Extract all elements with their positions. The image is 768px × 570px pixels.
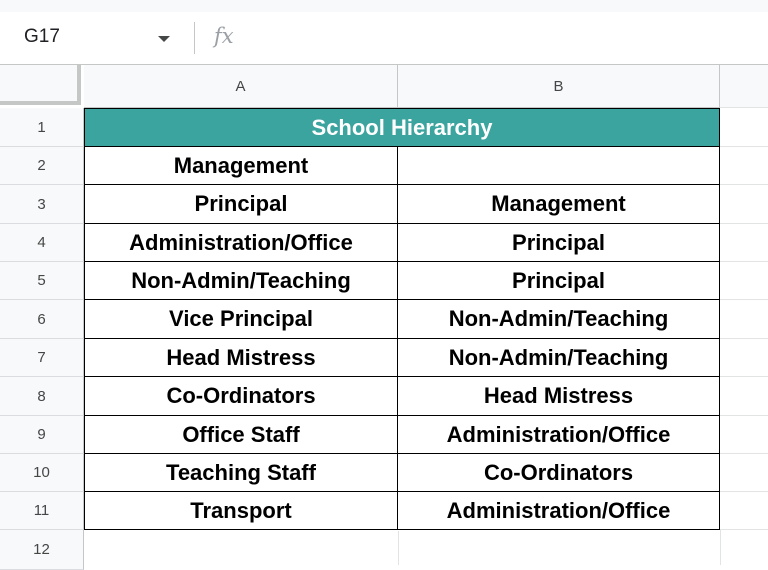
table-cell[interactable]: Administration/Office xyxy=(398,416,720,454)
chevron-down-icon[interactable] xyxy=(158,36,170,42)
row-header-5[interactable]: 5 xyxy=(0,262,84,300)
row-header-4[interactable]: 4 xyxy=(0,224,84,262)
gridline xyxy=(720,491,768,492)
row-header-2[interactable]: 2 xyxy=(0,147,84,185)
table-cell[interactable]: Non-Admin/Teaching xyxy=(398,300,720,339)
row-header-7[interactable]: 7 xyxy=(0,339,84,377)
table-cell[interactable]: Head Mistress xyxy=(398,377,720,416)
gridline xyxy=(720,338,768,339)
row-header-9[interactable]: 9 xyxy=(0,416,84,454)
table-cell[interactable]: Vice Principal xyxy=(84,300,398,339)
row-header-1[interactable]: 1 xyxy=(0,108,84,147)
row-header-8[interactable]: 8 xyxy=(0,377,84,416)
table-cell[interactable]: Co-Ordinators xyxy=(398,454,720,492)
table-cell[interactable] xyxy=(398,147,720,185)
title-cell[interactable]: School Hierarchy xyxy=(84,108,720,147)
gridline xyxy=(720,415,768,416)
table-cell[interactable]: Principal xyxy=(84,185,398,224)
table-cell[interactable]: Administration/Office xyxy=(398,492,720,530)
table-cell[interactable]: Office Staff xyxy=(84,416,398,454)
gridline xyxy=(720,107,768,108)
top-strip xyxy=(0,0,768,12)
gridline xyxy=(398,531,399,565)
table-cell[interactable]: Principal xyxy=(398,224,720,262)
gridline xyxy=(720,223,768,224)
fx-icon: fx xyxy=(214,24,234,48)
gridline xyxy=(720,376,768,377)
column-header-b[interactable]: B xyxy=(398,65,720,108)
column-header-a[interactable]: A xyxy=(84,65,398,108)
table-cell[interactable]: Head Mistress xyxy=(84,339,398,377)
table-cell[interactable]: Non-Admin/Teaching xyxy=(398,339,720,377)
gridline xyxy=(720,146,768,147)
table-cell[interactable]: Management xyxy=(398,185,720,224)
column-header-c[interactable] xyxy=(720,65,768,108)
table-cell[interactable]: Principal xyxy=(398,262,720,300)
gridline xyxy=(720,184,768,185)
table-cell[interactable]: Administration/Office xyxy=(84,224,398,262)
gridline xyxy=(720,299,768,300)
row-header-11[interactable]: 11 xyxy=(0,492,84,530)
gridline xyxy=(720,530,721,565)
table-cell[interactable]: Management xyxy=(84,147,398,185)
table-cell[interactable]: Transport xyxy=(84,492,398,530)
name-box[interactable]: G17 xyxy=(24,26,60,47)
table-cell[interactable]: Non-Admin/Teaching xyxy=(84,262,398,300)
formula-bar xyxy=(0,12,768,65)
gridline xyxy=(720,529,768,530)
row-header-12[interactable]: 12 xyxy=(0,530,84,570)
row-header-6[interactable]: 6 xyxy=(0,300,84,339)
row-header-3[interactable]: 3 xyxy=(0,185,84,224)
row-header-10[interactable]: 10 xyxy=(0,454,84,492)
formula-bar-divider xyxy=(194,22,195,54)
gridline xyxy=(720,261,768,262)
table-cell[interactable]: Teaching Staff xyxy=(84,454,398,492)
select-all-corner[interactable] xyxy=(0,65,81,105)
table-cell[interactable]: Co-Ordinators xyxy=(84,377,398,416)
gridline xyxy=(720,453,768,454)
